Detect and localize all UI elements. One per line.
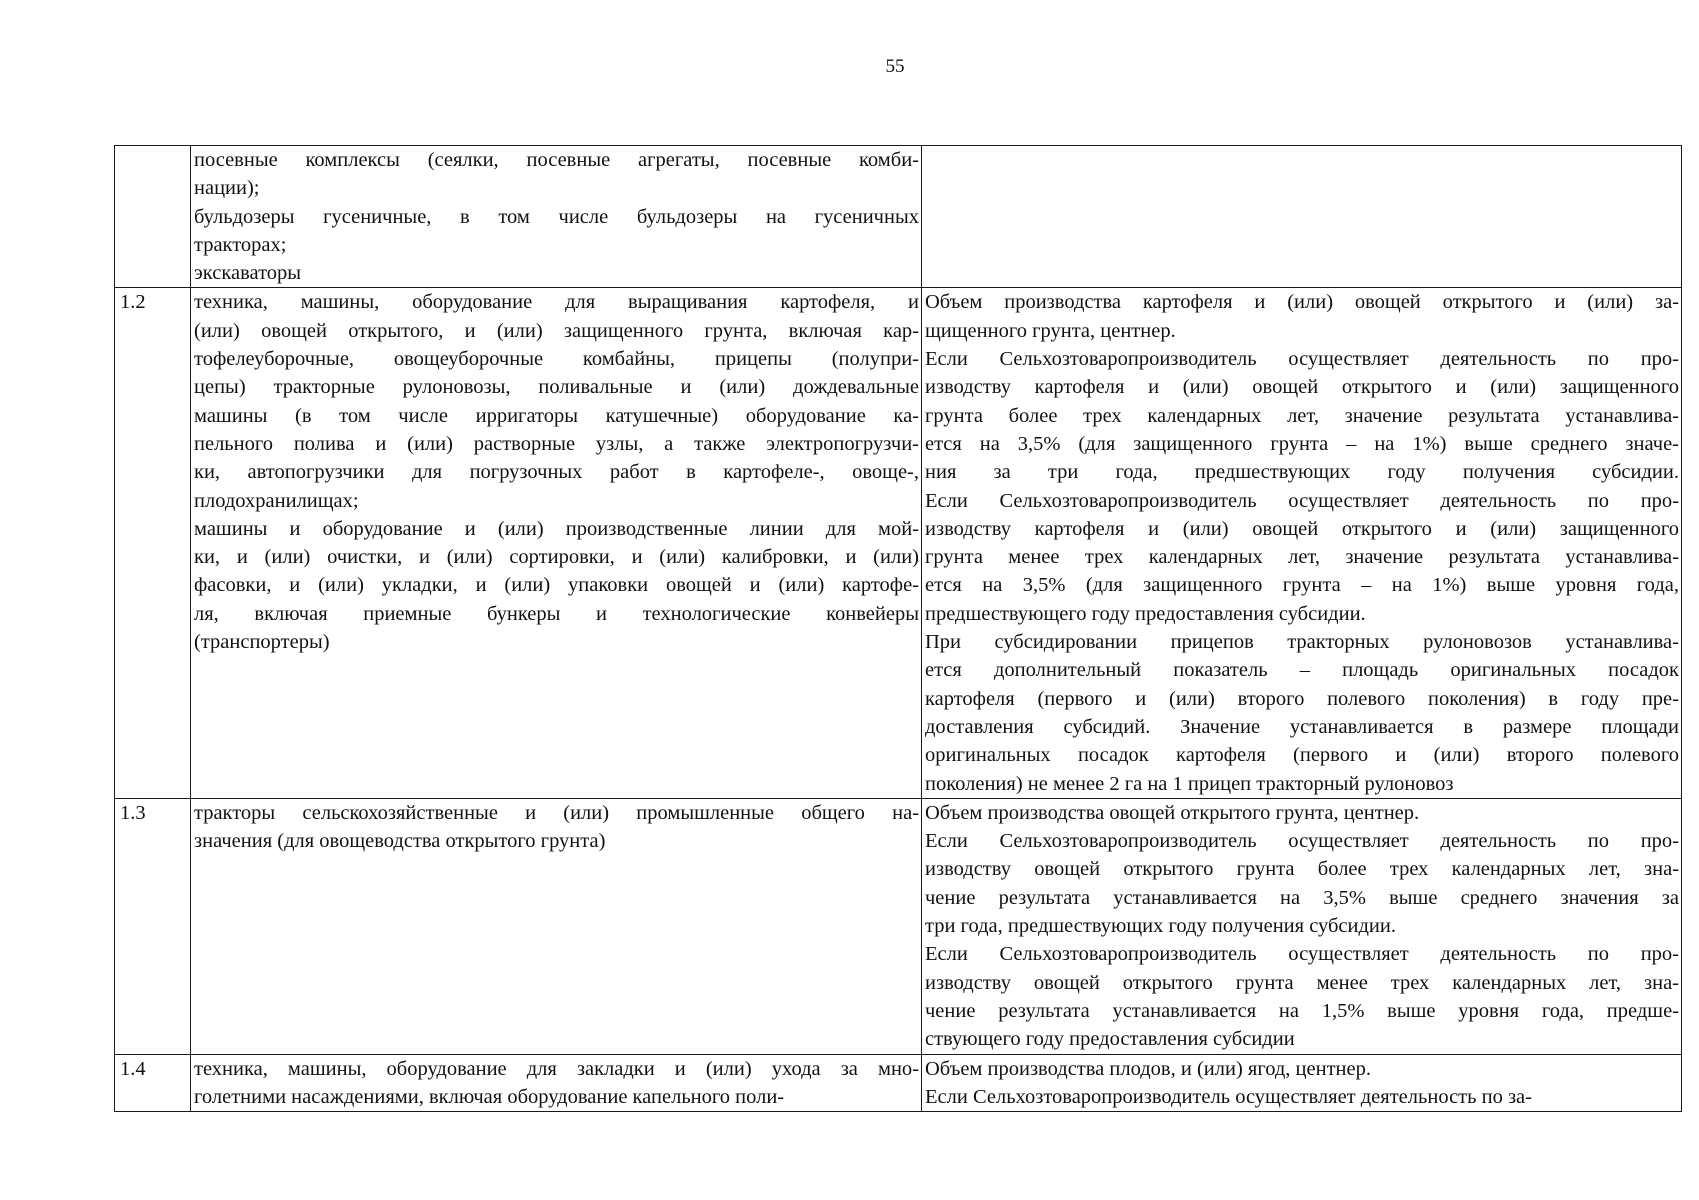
equipment-text-line: техника, машины, оборудование для выращивания картофеля, и xyxy=(194,291,919,314)
table-body xyxy=(115,146,1682,1112)
equipment-text-line: пельного полива и (или) растворные узлы, а также электропогрузчи- xyxy=(194,432,919,455)
table-row xyxy=(115,1054,1682,1112)
equipment-text-line: экскаваторы xyxy=(194,262,302,285)
result-text-line: грунта менее трех календарных лет, значение результата устанавлива- xyxy=(925,546,1679,569)
row-number: 1.4 xyxy=(120,1057,146,1080)
result-text-line: изводству картофеля и (или) овощей открытого и (или) защищенного xyxy=(925,376,1679,399)
equipment-cell xyxy=(191,798,922,1054)
result-text-line: Объем производства картофеля и (или) овощей открытого и (или) за- xyxy=(925,291,1679,314)
result-text-line: изводству картофеля и (или) овощей открытого и (или) защищенного xyxy=(925,517,1679,540)
result-text-line: грунта более трех календарных лет, значение результата устанавлива- xyxy=(925,404,1679,427)
result-text-line: Объем производства овощей открытого грунта, центнер. xyxy=(925,801,1420,824)
equipment-text-line: цепы) тракторные рулоновозы, поливальные и (или) дождевальные xyxy=(194,376,919,399)
row-number-cell xyxy=(115,1054,191,1112)
row-number: 1.2 xyxy=(120,291,146,314)
result-cell xyxy=(922,1054,1682,1112)
result-cell xyxy=(922,146,1682,288)
result-text-line: При субсидировании прицепов тракторных рулоновозов устанавлива- xyxy=(925,631,1679,654)
equipment-text-line: тофелеуборочные, овощеуборочные комбайны, прицепы (полупри- xyxy=(194,348,919,371)
equipment-text-line: тракторы сельскохозяйственные и (или) промышленные общего на- xyxy=(194,801,919,824)
result-text-line: изводству овощей открытого грунта более трех календарных лет, зна- xyxy=(925,858,1679,881)
equipment-text-line: тракторах; xyxy=(194,233,287,256)
table-row xyxy=(115,146,1682,288)
row-number: 1.3 xyxy=(120,801,146,824)
equipment-text-line: бульдозеры гусеничные, в том числе бульдозеры на гусеничных xyxy=(194,205,919,228)
equipment-text-line: нации); xyxy=(194,177,260,200)
result-text-line: чение результата устанавливается на 1,5% выше уровня года, предше- xyxy=(925,999,1679,1022)
table-row xyxy=(115,798,1682,1054)
result-text-line: ния за три года, предшествующих году получения субсидии. xyxy=(925,461,1679,484)
result-text-line: Если Сельхозтоваропроизводитель осуществляет деятельность по про- xyxy=(925,348,1679,371)
result-text-line: ется дополнительный показатель – площадь оригинальных посадок xyxy=(925,659,1679,682)
result-text-line: поколения) не менее 2 га на 1 прицеп тракторный рулоновоз xyxy=(925,772,1454,795)
equipment-text-line: значения (для овощеводства открытого грунта) xyxy=(194,830,606,853)
equipment-cell xyxy=(191,1054,922,1112)
result-text-line: Если Сельхозтоваропроизводитель осуществляет деятельность по про- xyxy=(925,830,1679,853)
equipment-text-line: ки, и (или) очистки, и (или) сортировки, и (или) калибровки, и (или) xyxy=(194,546,919,569)
result-cell xyxy=(922,798,1682,1054)
page-number: 55 xyxy=(885,56,905,77)
result-text-line: щищенного грунта, центнер. xyxy=(925,319,1176,342)
result-text-line: ствующего году предоставления субсидии xyxy=(925,1028,1295,1051)
equipment-cell xyxy=(191,288,922,798)
equipment-text-line: (транспортеры) xyxy=(194,631,330,654)
result-text-line: чение результата устанавливается на 3,5% выше среднего значения за xyxy=(925,886,1679,909)
equipment-cell xyxy=(191,146,922,288)
equipment-text-line: ки, автопогрузчики для погрузочных работ в картофеле-, овоще-, xyxy=(194,461,919,484)
subsidy-results-table xyxy=(114,145,1682,1112)
equipment-text-line: посевные комплексы (сеялки, посевные агрегаты, посевные комби- xyxy=(194,149,919,171)
result-text-line: Объем производства плодов, и (или) ягод, центнер. xyxy=(925,1057,1372,1080)
result-text-line: три года, предшествующих году получения субсидии. xyxy=(925,915,1396,938)
result-text-line: картофеля (первого и (или) второго полевого поколения) в году пре- xyxy=(925,687,1679,710)
result-text-line: предшествующего году предоставления субсидии. xyxy=(925,602,1366,625)
row-number-cell xyxy=(115,798,191,1054)
result-cell xyxy=(922,288,1682,798)
equipment-text-line: машины (в том числе ирригаторы катушечные) оборудование ка- xyxy=(194,404,919,427)
equipment-text-line: (или) овощей открытого, и (или) защищенного грунта, включая кар- xyxy=(194,319,919,342)
equipment-text-line: машины и оборудование и (или) производственные линии для мой- xyxy=(194,517,919,540)
result-text-line: ется на 3,5% (для защищенного грунта – на 1%) выше среднего значе- xyxy=(925,432,1679,455)
result-text-line: изводству овощей открытого грунта менее трех календарных лет, зна- xyxy=(925,971,1679,994)
row-number-cell xyxy=(115,288,191,798)
equipment-text-line: техника, машины, оборудование для закладки и (или) ухода за мно- xyxy=(194,1057,919,1080)
row-number-cell xyxy=(115,146,191,288)
result-text-line: Если Сельхозтоваропроизводитель осуществляет деятельность по про- xyxy=(925,489,1679,512)
result-text-line: доставления субсидий. Значение устанавливается в размере площади xyxy=(925,715,1679,738)
equipment-text-line: голетними насаждениями, включая оборудование капельного поли- xyxy=(194,1085,785,1108)
equipment-text-line: фасовки, и (или) укладки, и (или) упаковки овощей и (или) картофе- xyxy=(194,574,919,597)
result-text-line: Если Сельхозтоваропроизводитель осуществляет деятельность по про- xyxy=(925,943,1679,966)
result-text-line: ется на 3,5% (для защищенного грунта – на 1%) выше уровня года, xyxy=(925,574,1679,597)
result-text-line: Если Сельхозтоваропроизводитель осуществляет деятельность по за- xyxy=(925,1085,1532,1108)
result-text-line: оригинальных посадок картофеля (первого и (или) второго полевого xyxy=(925,744,1679,767)
table-row xyxy=(115,288,1682,798)
equipment-text-line: ля, включая приемные бункеры и технологические конвейеры xyxy=(194,602,919,625)
equipment-text-line: плодохранилищах; xyxy=(194,489,359,512)
